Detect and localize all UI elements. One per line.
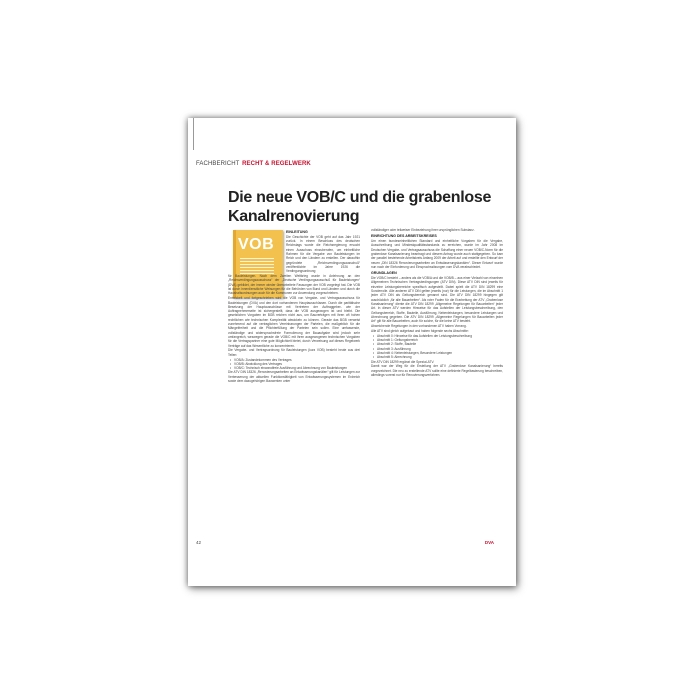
paragraph: für Bauleistungen. Nach dem Zweiten Weltkrieg wurde in Anlehnung an den „Reichsverdingungsausschuss“ der „Deutsche Verdingungsausschuß für Bauleistungen“ (DVA) gebildet, der immer wieder überarbeitete Fassungen der VOB vorgelegt hat. Die VOB ist durch innerdienstliche Weisungen für die Behörden von Bund und Ländern und durch die Haushaltsordnungen auch für die Kommunen zur Anwendung vorgeschrieben.	[228, 274, 360, 296]
list-item: • VOB/A: Zustandekommen des Vertrages	[234, 358, 360, 362]
atv-sections-list	[371, 334, 503, 360]
list-item: • Abschnitt 0: Hinweise für das Aufstellen der Leistungsbeschreibung	[377, 334, 503, 338]
paragraph: vollständiger oder teilweiser Einbeziehung ihrer ursprünglichen Substanz.	[371, 228, 475, 232]
paragraph: Alle ATV sind gleich aufgebaut und haben folgende sechs Abschnitte:	[371, 328, 469, 333]
column-left	[228, 228, 360, 384]
list-item: • Abschnitt 4: Nebenleistungen, Besondere Leistungen	[377, 351, 503, 355]
list-item: • VOB/B: Abwicklung des Vertrages	[234, 362, 360, 366]
paragraph: Die ATV DIN 18326 „Renovierungsarbeiten an Entwässerungskanälen“ gilt für Leistungen zur Verbesserung der aktuellen Funktionsfähigkeit von Entwässerungssystemen im Erdreich sowie dem dazugehörigen Bauwerken unter	[228, 370, 360, 384]
list-item: • VOB/C: Technisch einwandfreie Ausführung und Abrechnung von Bauleistungen	[234, 366, 360, 370]
category-label: RECHT & REGELWERK	[242, 161, 311, 167]
paragraph: Die ATV DIN 18299 ergänzt die Spezial-ATV.	[371, 359, 435, 364]
list-item: • Abschnitt 3: Ausführung	[377, 347, 503, 351]
book-cover-title: VOB	[238, 236, 275, 253]
paragraph: Die Geschichte der VOB geht auf das Jahr 1921 zurück. In einem Beschluss des deutschen Reichstags wurde die Reichsregierung ersucht einen Ausschuss einzuberufen, um einheitliche Rahmen für die Vergabe von Bauleistungen im Reich und den Ländern zu erstellen. Der daraufhin gegründete „Reichsverdingungsausschuß“ veröffentlichte im Jahre 1926 die Verdingungsordnung	[286, 234, 360, 274]
magazine-page	[188, 118, 516, 586]
vob-parts-list	[228, 358, 360, 371]
list-item: • Abschnitt 5: Abrechnung	[377, 355, 503, 359]
article-title: Die neue VOB/C und die grabenlose Kanalrenovierung	[228, 189, 492, 225]
page-number: 42	[196, 540, 202, 545]
heading-grundlagen: GRUNDLAGEN	[371, 271, 397, 276]
column-right	[371, 228, 503, 378]
paragraph: Die VOB/C besteht – anders als die VOB/A und die VOB/B – aus einer Vielzahl von einzelnen Allgemeinen Technischen Vertragsbedingungen (ATV DIN). Diese ATV DIN sind jeweils für einzelne Leistungsbereiche spezifisch aufgestellt. Dabei spielt die ATV DIN 18299 eine Sonderrolle. Alle anderen ATV DIN gelten jeweils (nur) für die Leistungen, die im Abschnitt 1 jeder ATV DIN als Geltungsbereich genannt sind. Die ATV DIN 18299 hingegen gilt ausdrücklich „für alle Bauarbeiten“. Als roter Faden für die Erarbeitung der ATV „Grabenlose Kanalsanierung“ diente die ATV DIN 18299 „Allgemeine Regelungen für Bauarbeiten“ jeder Art. In dieser ATV werden Hinweise für das Aufstellen der Leistungsbeschreibung, den Geltungsbereich, Stoffe, Bauteile, Ausführung, Nebenleistungen, besondere Leistungen und Abrechnung gegeben. Die ATV DIN 18299 „Allgemeine Regelungen für Bauarbeiten jeder Art“ gilt für alle Bauarbeiten, auch für solche, für die keine ATV besteht.	[371, 276, 503, 324]
paragraph: Damit war der Weg für die Erstellung der ATV „Grabenlose Kanalsanierung“ bereits vorgezeichnet. Die neu zu erstellende ATV sollte eine definierte Regelbasierung beschreiben, allerdings vorerst nur für Renovierungsverfahren.	[371, 364, 503, 378]
intro-wrap	[286, 230, 360, 274]
list-item: • Abschnitt 2: Stoffe, Bauteile	[377, 342, 503, 346]
section-header	[196, 161, 311, 167]
footer-logo	[485, 540, 494, 545]
section-label: FACHBERICHT	[196, 161, 240, 167]
heading-einleitung: EINLEITUNG	[286, 230, 308, 234]
paragraph: Entwickelt und fortgeschrieben wird die VOB von Vergabe- und Vertragsausschuss für Bauleistungen (DVA) und den dort vorhandenen Hauptausschüssen. Durch die paritätische Besetzung der Hauptausschüsse mit Vertretern der Auftraggeber- wie der Auftragnehmerseite ist sichergestellt, dass die VOB ausgewogen ist und bleibt. Die gesetzlichen Vorgaben im BGB reichen nicht aus, um Bauverträgen mit ihren oft hohen rechtlichen wie technischen Komplexität abwickeln zu können. Gerade das BGB verweist zunehmend auf die vertraglichen Vereinbarungen der Parteien, die maßgeblich für die Mängelfreiheit und die Pflichterfüllung der Parteien sein sollen. Eine umfassende, vollständige und widerspruchsfreie Formulierung der Bauaufgabe wird jedoch sehr umfangreich, weswegen gerade die VOB/C mit ihren ausgewogenen technischen Vorgaben für die Vertragspartner eine gute Möglichkeit bietet, durch Verweisung auf dieses Regelwerk Verträge auf das Wesentliche zu konzentrieren.	[228, 296, 360, 348]
heading-arbeitskreis: EINRICHTUNG DES ARBEITSKREISES	[371, 234, 437, 239]
paragraph: Abweichende Regelungen in den vorhandenen ATV haben Vorrang.	[371, 324, 467, 329]
paragraph: Um einen bundeseinheitlichen Standard und einheitliche Vorgaben für die Vergabe, Ausschreibung und Mindestqualitätsstandards zu erreichen, wurde im Jahr 2008 im Deutschen Vergabe- und Vertragsausschuss die Schaffung einer neuen VOB/C-Norm für die grabenlose Kanalsanierung beantragt und diesem Antrag wurde auch stattgegeben. So kam der parallel bestehende Arbeitskreis Anfang 2009 der Arbeit auf und erstellte den Entwurf der neuen „DIN 18326 Renovierungsarbeiten an Entwässerungskanälen“. Dieser Entwurf wurde nun nach der Einforderung und Einspruchssitzungen vom DVA verabschiedet.	[371, 239, 503, 269]
paragraph: Die Vergabe- und Vertragsordnung für Bauleistungen (kurz VOB) besteht heute aus drei Teilen:	[228, 348, 360, 357]
header-rule	[193, 118, 194, 150]
list-item: • Abschnitt 1: Geltungsbereich	[377, 338, 503, 342]
footer-logo-text: DVA	[484, 540, 494, 545]
